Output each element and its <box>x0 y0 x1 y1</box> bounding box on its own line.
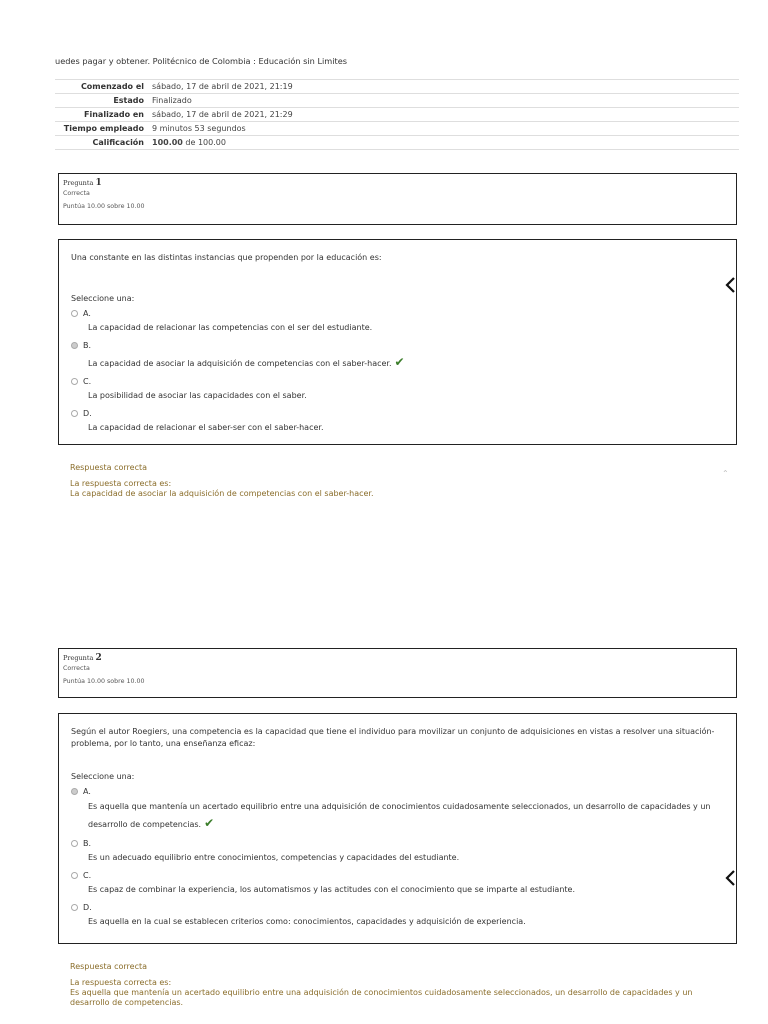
check-icon: ✔ <box>204 816 215 830</box>
summary-row <box>55 122 739 136</box>
check-icon: ✔ <box>394 355 405 369</box>
question-2-feedback <box>70 962 730 1008</box>
page-title: uedes pagar y obtener. Politécnico de Colombia : Educación sin Limites <box>55 56 348 66</box>
summary-row <box>55 136 739 150</box>
summary-label: Finalizado en <box>55 108 148 122</box>
question-2-content <box>58 713 737 944</box>
summary-label: Estado <box>55 94 148 108</box>
radio-button[interactable] <box>71 310 78 317</box>
summary-label: Comenzado el <box>55 80 148 94</box>
question-score: Puntúa 10.00 sobre 10.00 <box>63 678 145 685</box>
select-one-label: Seleccione una: <box>71 772 135 781</box>
question-state: Correcta <box>63 665 90 672</box>
attempt-summary-table <box>55 79 739 150</box>
grade-total: de 100.00 <box>182 138 226 147</box>
answer-option-text: Es aquella que mantenía un acertado equilibrio entre una adquisición de conocimientos cuidadosamente seleccionados, un desarrollo de capacidades y un desarrollo de competencias. <box>88 802 711 829</box>
answer-option-text: Es capaz de combinar la experiencia, los automatismos y las actitudes con el conocimiento que se imparte al estudiante. <box>88 885 575 894</box>
question-number: Pregunta 1 <box>63 178 102 188</box>
answer-option-c[interactable]: C. Es capaz de combinar la experiencia, los automatismos y las actitudes con el conocimiento que se imparte al estudiante. <box>71 869 724 897</box>
summary-label: Tiempo empleado <box>55 122 148 136</box>
answer-option-a[interactable]: A. Es aquella que mantenía un acertado equilibrio entre una adquisición de conocimientos cuidadosamente seleccionados, un desarrollo de capacidades y un desarrollo de competencias. ✔ <box>71 785 724 833</box>
answer-option-text: La capacidad de asociar la adquisición de competencias con el saber-hacer. <box>88 359 392 368</box>
question-text: Una constante en las distintas instancias que propenden por la educación es: <box>71 253 382 262</box>
summary-value: 9 minutos 53 segundos <box>148 122 739 136</box>
summary-label: Calificación <box>55 136 148 150</box>
radio-button-selected[interactable] <box>71 788 78 795</box>
radio-button[interactable] <box>71 410 78 417</box>
feedback-result: Respuesta correcta <box>70 962 148 971</box>
answer-option-b[interactable]: B. La capacidad de asociar la adquisición de competencias con el saber-hacer. ✔ <box>71 339 724 371</box>
question-2-info <box>58 648 737 698</box>
select-one-label: Seleccione una: <box>71 294 135 303</box>
summary-row <box>55 80 739 94</box>
answer-option-text: La capacidad de relacionar las competencias con el ser del estudiante. <box>88 323 373 332</box>
feedback-result: Respuesta correcta <box>70 463 148 472</box>
answer-option-text: Es aquella en la cual se establecen criterios como: conocimientos, capacidades y adquisición de experiencia. <box>88 917 526 926</box>
question-1-content <box>58 239 737 445</box>
summary-row <box>55 94 739 108</box>
answer-option-b[interactable]: B. Es un adecuado equilibrio entre conocimientos, competencias y capacidades del estudiante. <box>71 837 724 865</box>
question-number: Pregunta 2 <box>63 653 102 663</box>
radio-button[interactable] <box>71 840 78 847</box>
radio-button[interactable] <box>71 904 78 911</box>
grade-value: 100.00 <box>152 138 183 147</box>
summary-row <box>55 108 739 122</box>
answer-option-text: La posibilidad de asociar las capacidades con el saber. <box>88 391 307 400</box>
radio-button[interactable] <box>71 872 78 879</box>
radio-button-selected[interactable] <box>71 342 78 349</box>
summary-value <box>148 136 739 150</box>
feedback-answer: Es aquella que mantenía un acertado equilibrio entre una adquisición de conocimientos cuidadosamente seleccionados, un desarrollo de capacidades y un desarrollo de competencias. <box>70 988 693 1007</box>
question-1-info <box>58 173 737 225</box>
answer-option-text: La capacidad de relacionar el saber-ser con el saber-hacer. <box>88 423 324 432</box>
chevron-left-icon[interactable] <box>723 275 739 295</box>
question-1-feedback <box>70 463 374 499</box>
feedback-intro: La respuesta correcta es: <box>70 978 172 987</box>
answer-option-d[interactable]: D. Es aquella en la cual se establecen criterios como: conocimientos, capacidades y adquisición de experiencia. <box>71 901 724 929</box>
question-state: Correcta <box>63 190 90 197</box>
feedback-answer: La capacidad de asociar la adquisición de competencias con el saber-hacer. <box>70 489 374 498</box>
feedback-intro: La respuesta correcta es: <box>70 479 172 488</box>
chevron-left-icon[interactable] <box>723 868 739 888</box>
caret-up-icon[interactable]: ⌃ <box>722 469 729 478</box>
question-score: Puntúa 10.00 sobre 10.00 <box>63 203 145 210</box>
summary-value: sábado, 17 de abril de 2021, 21:29 <box>148 108 739 122</box>
answer-option-d[interactable]: D. La capacidad de relacionar el saber-ser con el saber-hacer. <box>71 407 724 435</box>
radio-button[interactable] <box>71 378 78 385</box>
summary-value: Finalizado <box>148 94 739 108</box>
answer-option-text: Es un adecuado equilibrio entre conocimientos, competencias y capacidades del estudiante. <box>88 853 460 862</box>
answer-option-c[interactable]: C. La posibilidad de asociar las capacidades con el saber. <box>71 375 724 403</box>
question-text: Según el autor Roegiers, una competencia es la capacidad que tiene el individuo para movilizar un conjunto de adquisiciones en vistas a resolver una situación-problema, por lo tanto, una enseñanza eficaz: <box>71 727 715 748</box>
summary-value: sábado, 17 de abril de 2021, 21:19 <box>148 80 739 94</box>
answer-option-a[interactable]: A. La capacidad de relacionar las competencias con el ser del estudiante. <box>71 307 724 335</box>
